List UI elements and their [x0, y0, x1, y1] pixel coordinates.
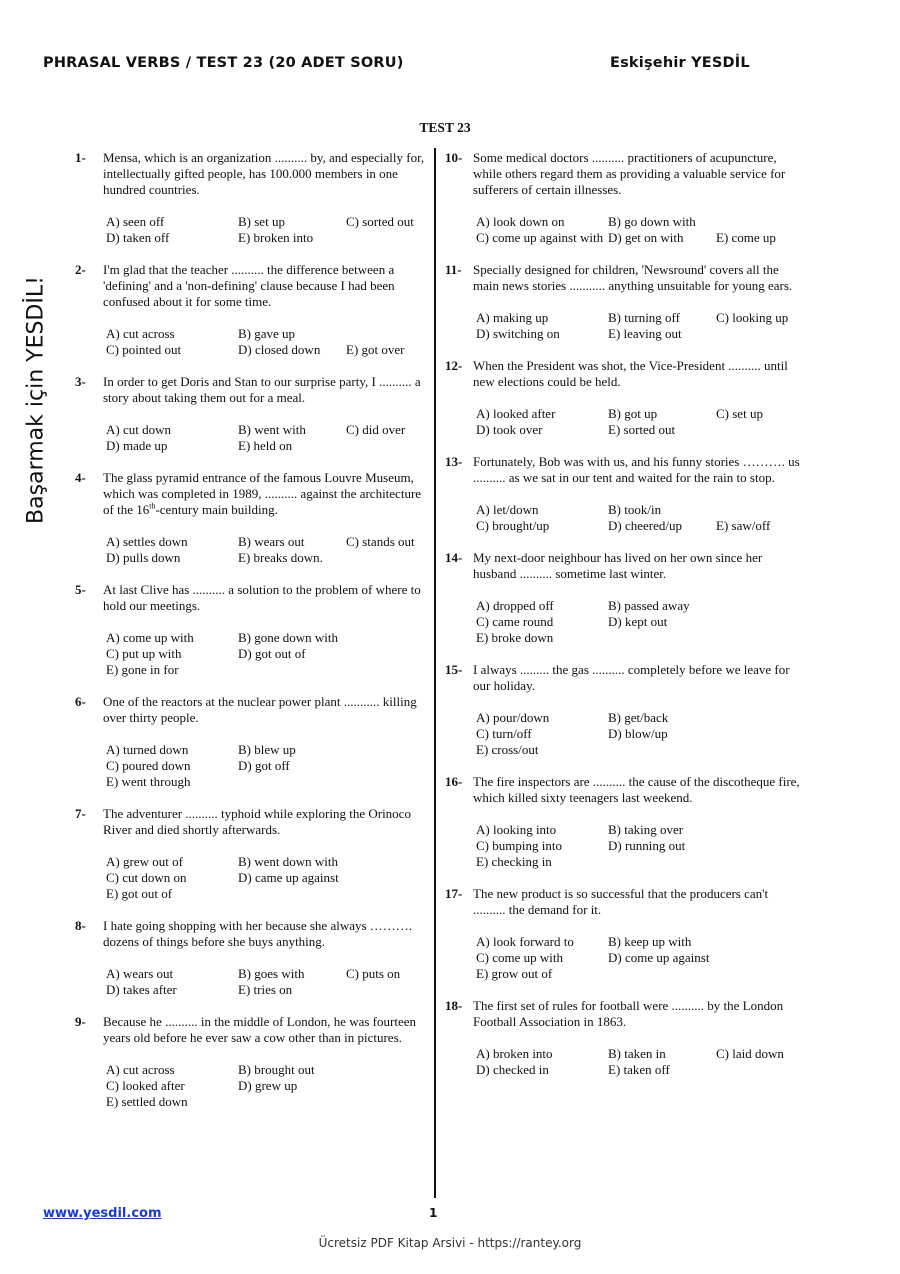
- option-b: B) went with: [238, 422, 306, 437]
- option-c: C) set up: [716, 406, 763, 421]
- question-number: 4-: [75, 470, 86, 485]
- option-b: B) keep up with: [608, 934, 692, 949]
- question-stem: The adventurer .......... typhoid while exploring the Orinoco River and died shortly afterwards.: [103, 806, 411, 837]
- option-e: E) held on: [238, 438, 293, 453]
- option-a: A) seen off: [106, 214, 165, 229]
- option-b: B) gave up: [238, 326, 296, 341]
- option-a: A) let/down: [476, 502, 539, 517]
- question-number: 6-: [75, 694, 86, 709]
- options: [103, 326, 430, 358]
- option-b: B) passed away: [608, 598, 690, 613]
- question-15: [445, 662, 800, 758]
- option-c: C) puts on: [346, 966, 401, 981]
- options: [103, 1062, 430, 1110]
- question-14: [445, 550, 800, 646]
- option-e: E) come up: [716, 230, 776, 245]
- option-c: C) brought/up: [476, 518, 550, 533]
- question-stem: The glass pyramid entrance of the famous Louvre Museum, which was completed in 1989, .......... against the architecture of the 16th-century main building.: [103, 470, 422, 517]
- option-d: D) takes after: [106, 982, 177, 997]
- option-d: D) switching on: [476, 326, 560, 341]
- option-a: A) wears out: [106, 966, 174, 981]
- option-e: E) checking in: [476, 854, 552, 869]
- question-stem: The new product is so successful that the producers can't .......... the demand for it.: [473, 886, 769, 917]
- question-5: [75, 582, 430, 678]
- question-17: [445, 886, 800, 982]
- question-stem: The fire inspectors are .......... the cause of the discotheque fire, which killed sixty teenagers last weekend.: [473, 774, 800, 805]
- question-number: 18-: [445, 998, 463, 1013]
- question-number: 10-: [445, 150, 463, 165]
- options: [103, 854, 430, 902]
- option-e: E) taken off: [608, 1062, 670, 1077]
- option-c: C) turn/off: [476, 726, 532, 741]
- options: [473, 502, 800, 534]
- option-c: C) cut down on: [106, 870, 187, 885]
- question-12: [445, 358, 800, 438]
- options: [103, 422, 430, 454]
- question-number: 15-: [445, 662, 463, 677]
- options: [473, 822, 800, 870]
- question-number: 2-: [75, 262, 86, 277]
- option-c: C) come up against with: [476, 230, 604, 245]
- option-c: C) looked after: [106, 1078, 185, 1093]
- options: [473, 310, 800, 342]
- option-c: C) put up with: [106, 646, 182, 661]
- option-a: A) making up: [476, 310, 549, 325]
- column-divider: [434, 148, 436, 1198]
- option-e: E) grow out of: [476, 966, 553, 981]
- option-d: D) cheered/up: [608, 518, 682, 533]
- options: [103, 742, 430, 790]
- question-stem: When the President was shot, the Vice-President .......... until new elections could be held.: [473, 358, 788, 389]
- option-d: D) made up: [106, 438, 168, 453]
- page-number: 1: [429, 1206, 438, 1220]
- option-b: B) took/in: [608, 502, 662, 517]
- question-number: 5-: [75, 582, 86, 597]
- options: [473, 214, 800, 246]
- option-a: A) come up with: [106, 630, 194, 645]
- option-b: B) got up: [608, 406, 658, 421]
- question-stem: I hate going shopping with her because she always ………. dozens of things before she buys anything.: [103, 918, 413, 949]
- option-b: B) taken in: [608, 1046, 666, 1061]
- question-stem: I always ......... the gas .......... completely before we leave for our holiday.: [473, 662, 790, 693]
- option-d: D) kept out: [608, 614, 668, 629]
- option-a: A) turned down: [106, 742, 189, 757]
- option-a: A) look down on: [476, 214, 565, 229]
- option-a: A) broken into: [476, 1046, 553, 1061]
- option-c: C) came round: [476, 614, 554, 629]
- option-e: E) broke down: [476, 630, 554, 645]
- option-b: B) went down with: [238, 854, 339, 869]
- option-d: D) running out: [608, 838, 686, 853]
- question-7: [75, 806, 430, 902]
- option-a: A) cut across: [106, 1062, 175, 1077]
- option-d: D) grew up: [238, 1078, 298, 1093]
- question-number: 7-: [75, 806, 86, 821]
- right-column: [445, 150, 800, 1094]
- option-e: E) sorted out: [608, 422, 676, 437]
- question-11: [445, 262, 800, 342]
- option-a: A) cut across: [106, 326, 175, 341]
- option-c: C) bumping into: [476, 838, 562, 853]
- option-e: E) went through: [106, 774, 191, 789]
- option-b: B) gone down with: [238, 630, 339, 645]
- question-number: 17-: [445, 886, 463, 901]
- option-d: D) came up against: [238, 870, 339, 885]
- question-number: 12-: [445, 358, 463, 373]
- question-stem: One of the reactors at the nuclear power plant ........... killing over thirty people.: [103, 694, 417, 725]
- option-b: B) turning off: [608, 310, 680, 325]
- option-d: D) come up against: [608, 950, 710, 965]
- options: [473, 710, 800, 758]
- question-stem: Some medical doctors .......... practitioners of acupuncture, while others regard them as providing a valuable service for sufferers of certain illnesses.: [473, 150, 786, 197]
- options: [473, 1046, 800, 1078]
- question-stem: My next-door neighbour has lived on her own since her husband .......... sometime last winter.: [473, 550, 763, 581]
- option-c: C) did over: [346, 422, 406, 437]
- question-number: 3-: [75, 374, 86, 389]
- option-a: A) looking into: [476, 822, 557, 837]
- option-e: E) tries on: [238, 982, 293, 997]
- option-e: E) broken into: [238, 230, 314, 245]
- option-b: B) brought out: [238, 1062, 315, 1077]
- header-school: Eskişehir YESDİL: [610, 55, 750, 71]
- left-column: [75, 150, 430, 1126]
- question-9: [75, 1014, 430, 1110]
- header-title: PHRASAL VERBS / TEST 23 (20 ADET SORU): [43, 55, 404, 71]
- option-c: C) sorted out: [346, 214, 414, 229]
- options: [473, 406, 800, 438]
- question-number: 1-: [75, 150, 86, 165]
- option-a: A) settles down: [106, 534, 188, 549]
- source-footer: Ücretsiz PDF Kitap Arsivi - https://rantey.org: [318, 1236, 582, 1250]
- option-d: D) get on with: [608, 230, 684, 245]
- option-a: A) look forward to: [476, 934, 574, 949]
- option-b: B) blew up: [238, 742, 296, 757]
- question-2: [75, 262, 430, 358]
- options: [103, 214, 430, 246]
- option-d: D) pulls down: [106, 550, 181, 565]
- question-stem: Mensa, which is an organization .......... by, and especially for, intellectually gifted people, has 100.000 members in one hundred countries.: [103, 150, 425, 197]
- question-number: 11-: [445, 262, 462, 277]
- question-number: 9-: [75, 1014, 86, 1029]
- option-e: E) leaving out: [608, 326, 682, 341]
- question-16: [445, 774, 800, 870]
- option-b: B) get/back: [608, 710, 669, 725]
- option-c: C) looking up: [716, 310, 789, 325]
- question-stem: I'm glad that the teacher .......... the difference between a 'defining' and a 'non-defining' clause because I had been confused about it for some time.: [103, 262, 395, 309]
- option-e: E) got over: [346, 342, 405, 357]
- option-d: D) closed down: [238, 342, 321, 357]
- option-b: B) set up: [238, 214, 285, 229]
- option-e: E) settled down: [106, 1094, 188, 1109]
- option-d: D) took over: [476, 422, 543, 437]
- option-b: B) go down with: [608, 214, 696, 229]
- option-e: E) saw/off: [716, 518, 771, 533]
- question-6: [75, 694, 430, 790]
- option-c: C) poured down: [106, 758, 191, 773]
- option-d: D) got off: [238, 758, 290, 773]
- option-e: E) got out of: [106, 886, 173, 901]
- question-1: [75, 150, 430, 246]
- option-c: C) pointed out: [106, 342, 182, 357]
- options: [103, 630, 430, 678]
- option-a: A) grew out of: [106, 854, 183, 869]
- option-c: C) come up with: [476, 950, 564, 965]
- option-d: D) blow/up: [608, 726, 668, 741]
- question-stem: At last Clive has .......... a solution to the problem of where to hold our meetings.: [103, 582, 421, 613]
- option-b: B) wears out: [238, 534, 305, 549]
- option-b: B) taking over: [608, 822, 684, 837]
- question-stem: Because he .......... in the middle of London, he was fourteen years old before he ever saw a cow other than in pictures.: [103, 1014, 416, 1045]
- test-title: TEST 23: [419, 120, 471, 135]
- question-number: 13-: [445, 454, 463, 469]
- question-number: 16-: [445, 774, 463, 789]
- question-stem: In order to get Doris and Stan to our surprise party, I .......... a story about taking them out for a meal.: [103, 374, 421, 405]
- question-18: [445, 998, 800, 1078]
- website-link[interactable]: www.yesdil.com: [43, 1206, 162, 1221]
- question-4: [75, 470, 430, 566]
- option-a: A) cut down: [106, 422, 171, 437]
- option-a: A) looked after: [476, 406, 556, 421]
- option-a: A) dropped off: [476, 598, 554, 613]
- options: [473, 598, 800, 646]
- question-stem: Specially designed for children, 'Newsround' covers all the main news stories ........... anything unsuitable for young ears.: [473, 262, 793, 293]
- question-stem: Fortunately, Bob was with us, and his funny stories ………. us .......... as we sat in our tent and waited for the rain to stop.: [473, 454, 800, 485]
- question-number: 8-: [75, 918, 86, 933]
- question-8: [75, 918, 430, 998]
- option-c: C) stands out: [346, 534, 415, 549]
- option-d: D) checked in: [476, 1062, 549, 1077]
- option-c: C) laid down: [716, 1046, 784, 1061]
- options: [103, 534, 430, 566]
- options: [103, 966, 430, 998]
- question-13: [445, 454, 800, 534]
- option-e: E) breaks down.: [238, 550, 323, 565]
- question-3: [75, 374, 430, 454]
- question-number: 14-: [445, 550, 463, 565]
- options: [473, 934, 800, 982]
- question-stem: The first set of rules for football were .......... by the London Football Association in 1863.: [473, 998, 784, 1029]
- option-e: E) cross/out: [476, 742, 539, 757]
- option-b: B) goes with: [238, 966, 305, 981]
- option-d: D) got out of: [238, 646, 306, 661]
- question-10: [445, 150, 800, 246]
- option-e: E) gone in for: [106, 662, 179, 677]
- option-d: D) taken off: [106, 230, 170, 245]
- option-a: A) pour/down: [476, 710, 550, 725]
